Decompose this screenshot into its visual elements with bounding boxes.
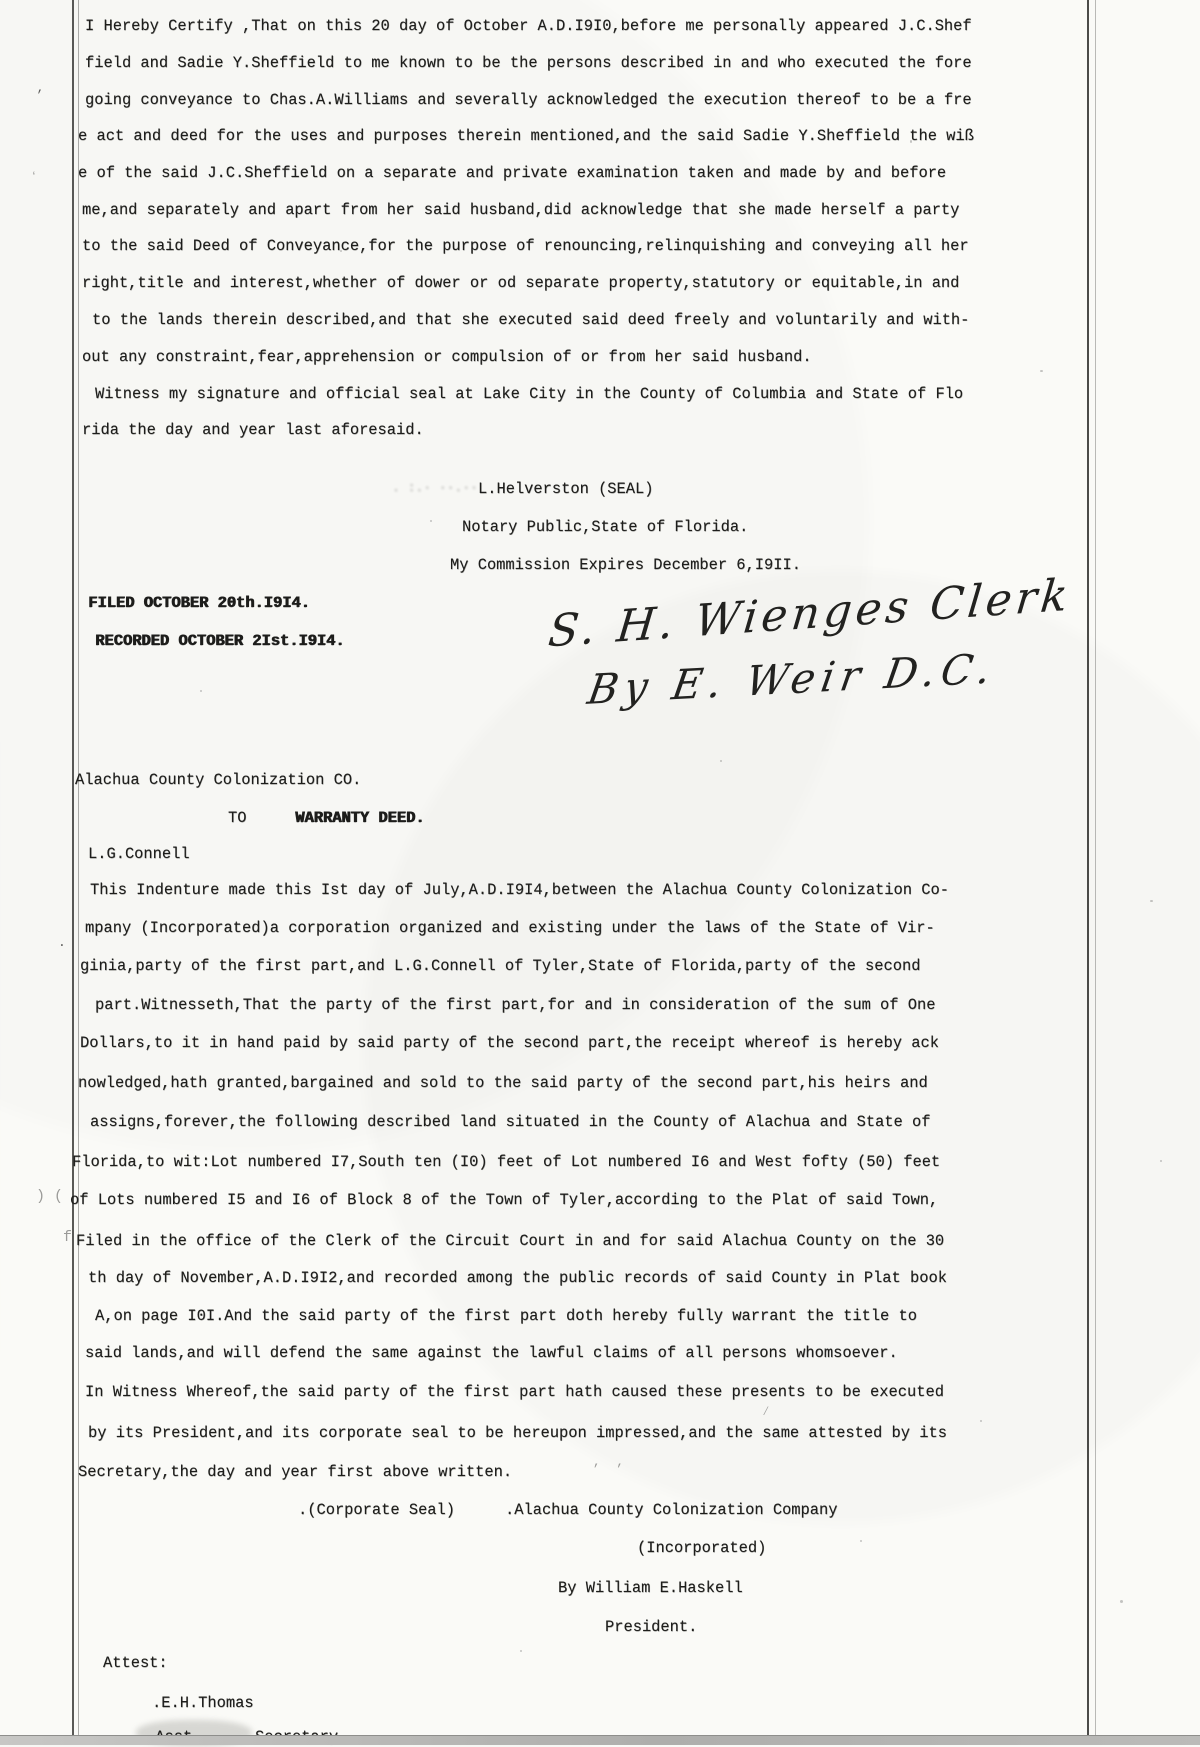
deed-body-line: of Lots numbered I5 and I6 of Block 8 of the Town of Tyler,according to the Plat of said Town, xyxy=(70,1191,939,1209)
to-label: TO xyxy=(228,809,247,827)
secretary-name: .E.H.Thomas xyxy=(152,1694,254,1712)
notary-title-line: Notary Public,State of Florida. xyxy=(462,518,749,536)
speckle xyxy=(430,520,432,522)
attest-label: Attest: xyxy=(103,1654,168,1672)
grantor-name: Alachua County Colonization CO. xyxy=(75,771,362,789)
left-margin-rule xyxy=(72,0,74,1745)
deed-body-line: by its President,and its corporate seal to be hereupon impressed,and the same attested by its xyxy=(88,1424,947,1442)
certification-line: I Hereby Certify ,That on this 20 day of October A.D.I9I0,before me personally appeared J.C.Shef xyxy=(85,17,972,35)
left-margin-rule-shadow xyxy=(78,0,79,1745)
deed-body-line: mpany (Incorporated)a corporation organized and existing under the laws of the State of Vir- xyxy=(85,919,935,937)
instrument-title: WARRANTY DEED. xyxy=(295,809,425,827)
president-title: President. xyxy=(605,1618,698,1636)
stray-mark: ) ( xyxy=(36,1188,64,1205)
right-margin-rule xyxy=(1087,0,1089,1745)
stray-mark: f xyxy=(63,1229,73,1246)
stray-mark: ʻ xyxy=(30,170,38,185)
deed-body-line: In Witness Whereof,the said party of the first part hath caused these presents to be executed xyxy=(85,1383,944,1401)
company-signature-line: .Alachua County Colonization Company xyxy=(505,1501,838,1519)
scan-edge-band xyxy=(0,1735,1200,1745)
certification-line: to the said Deed of Conveyance,for the purpose of renouncing,relinquishing and conveying all her xyxy=(82,237,969,255)
speckle xyxy=(520,1650,522,1652)
clerk-signature-handwriting: S. H. Wienges Clerk xyxy=(545,569,1075,658)
deed-body-line: part.Witnesseth,That the party of the first part,for and in consideration of the sum of One xyxy=(95,996,936,1014)
deed-body-line: Dollars,to it in hand paid by said party of the second part,the receipt whereof is hereby ack xyxy=(80,1034,939,1052)
corporate-seal-note: .(Corporate Seal) xyxy=(298,1501,456,1519)
certification-line: to the lands therein described,and that she executed said deed freely and voluntarily and with- xyxy=(92,311,970,329)
right-margin-rule-shadow xyxy=(1095,0,1096,1745)
certification-line: e of the said J.C.Sheffield on a separate and private examination taken and made by and before xyxy=(78,164,947,182)
deputy-clerk-signature-handwriting: By E. Weir D.C. xyxy=(584,644,1001,714)
deed-body-line: Florida,to wit:Lot numbered I7,South ten (I0) feet of Lot numbered I6 and West fofty (50) feet xyxy=(72,1153,941,1171)
deed-body-line: A,on page I0I.And the said party of the first part doth hereby fully warrant the title to xyxy=(95,1307,917,1325)
certification-line: out any constraint,fear,apprehension or compulsion of or from her said husband. xyxy=(82,348,812,366)
speckle xyxy=(1150,900,1153,902)
speckle xyxy=(910,140,912,143)
deed-body-line: nowledged,hath granted,bargained and sold to the said party of the second part,his heirs and xyxy=(78,1074,928,1092)
deed-body-line: ginia,party of the first part,and L.G.Connell of Tyler,State of Florida,party of the second xyxy=(80,957,921,975)
certification-line: e act and deed for the uses and purposes therein mentioned,and the said Sadie Y.Sheffield the wiß xyxy=(78,127,974,145)
ink-smudge: . :.· ··.·· xyxy=(392,480,478,495)
speckle xyxy=(200,690,202,692)
certification-line: me,and separately and apart from her said husband,did acknowledge that she made herself a party xyxy=(82,201,960,219)
president-by-line: By William E.Haskell xyxy=(558,1579,743,1597)
notary-signature-line: L.Helverston (SEAL) xyxy=(478,480,654,498)
grantee-name: L.G.Connell xyxy=(88,845,190,863)
certification-line: right,title and interest,whether of dower or od separate property,statutory or equitable,in and xyxy=(82,274,960,292)
incorporated-line: (Incorporated) xyxy=(637,1539,767,1557)
stray-mark: ‚ xyxy=(36,80,44,95)
certification-line: field and Sadie Y.Sheffield to me known to be the persons described in and who executed the fore xyxy=(85,54,972,72)
speckle xyxy=(720,760,722,762)
stray-mark: ⁄ xyxy=(762,1404,770,1419)
speckle xyxy=(340,250,342,252)
certification-line: going conveyance to Chas.A.Williams and severally acknowledged the execution thereof to be a fre xyxy=(85,91,972,109)
certification-line: Witness my signature and official seal at Lake City in the County of Columbia and State of Flo xyxy=(95,385,964,403)
notary-commission-line: My Commission Expires December 6,I9II. xyxy=(450,556,801,574)
recorded-date-line: RECORDED OCTOBER 2Ist.I9I4. xyxy=(95,632,345,650)
deed-body-line: th day of November,A.D.I9I2,and recorded among the public records of said County in Plat book xyxy=(88,1269,947,1287)
deed-body-line: said lands,and will defend the same against the lawful claims of all persons whomsoever. xyxy=(85,1344,898,1362)
stray-mark: . xyxy=(58,935,66,950)
deed-body-line: Filed in the office of the Clerk of the Circuit Court in and for said Alachua County on the 30 xyxy=(76,1232,945,1250)
speckle xyxy=(860,1540,862,1542)
speckle xyxy=(1040,370,1043,372)
deed-body-line: Secretary,the day and year first above written. xyxy=(78,1463,513,1481)
speckle xyxy=(980,1420,982,1422)
deed-body-line: This Indenture made this Ist day of July,A.D.I9I4,between the Alachua County Colonization Co- xyxy=(90,881,949,899)
deed-body-line: assigns,forever,the following described land situated in the County of Alachua and State of xyxy=(90,1113,931,1131)
speckle xyxy=(1160,1160,1162,1162)
stray-mark: ’ ’ xyxy=(592,1462,624,1477)
certification-line: rida the day and year last aforesaid. xyxy=(82,421,424,439)
filed-date-line: FILED OCTOBER 20th.I9I4. xyxy=(88,594,310,612)
speckle xyxy=(1120,1600,1123,1603)
